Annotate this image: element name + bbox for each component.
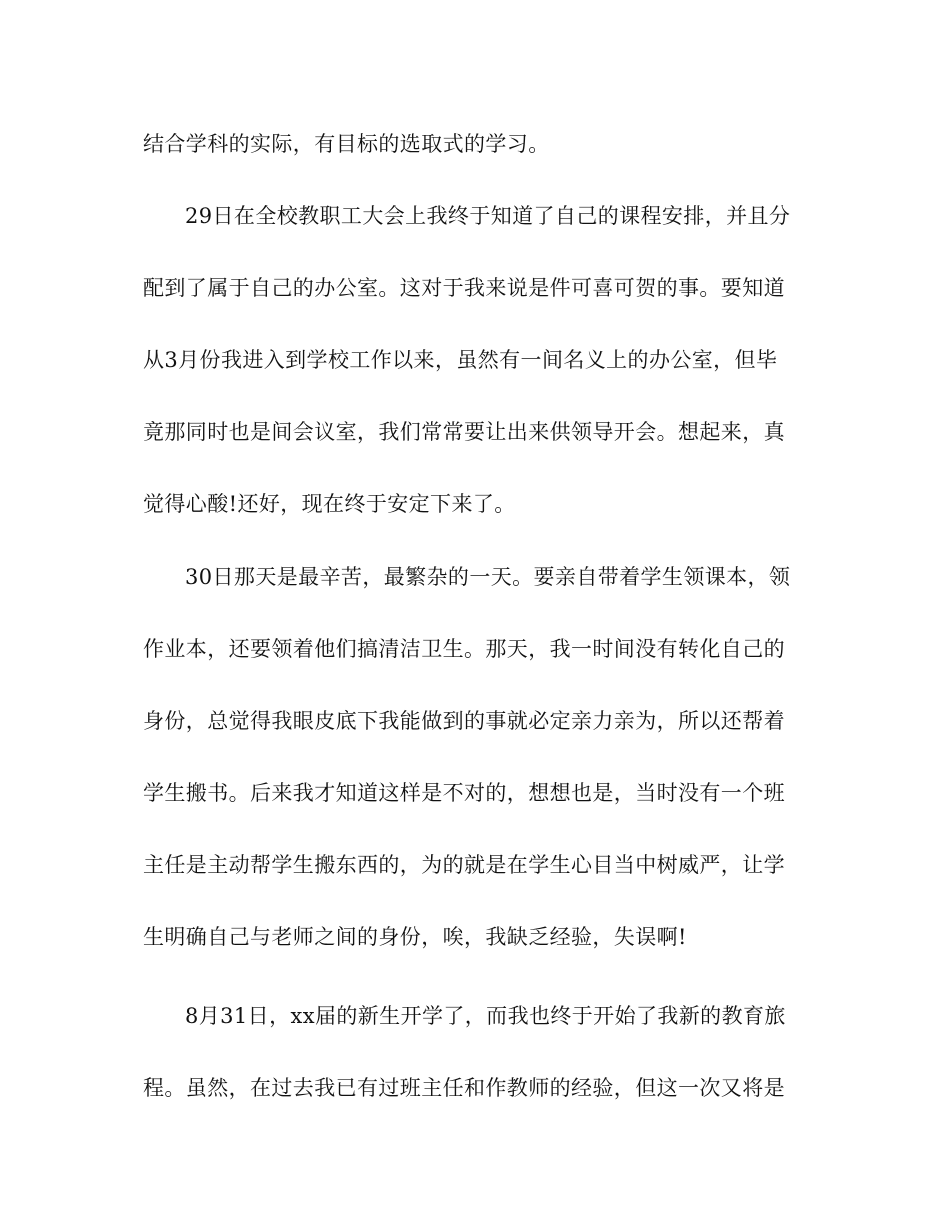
text-line: 结合学科的实际，有目标的选取式的学习。 [143, 132, 550, 156]
text-line: 生明确自己与老师之间的身份，唉，我缺乏经验，失误啊! [143, 925, 687, 949]
text-line: 身份，总觉得我眼皮底下我能做到的事就必定亲力亲为，所以还帮着 [143, 709, 785, 733]
text-line: 学生搬书。后来我才知道这样是不对的，想想也是，当时没有一个班 [143, 781, 785, 805]
text-line: 竟那同时也是间会议室，我们常常要让出来供领导开会。想起来，真 [143, 420, 785, 444]
text-line: 主任是主动帮学生搬东西的，为的就是在学生心目当中树威严，让学 [143, 853, 785, 877]
text-line: 配到了属于自己的办公室。这对于我来说是件可喜可贺的事。要知道 [143, 276, 785, 300]
text-line: 觉得心酸!还好，现在终于安定下来了。 [143, 492, 516, 516]
text-line: 29日在全校教职工大会上我终于知道了自己的课程安排，并且分 [185, 204, 791, 228]
text-line: 程。虽然，在过去我已有过班主任和作教师的经验，但这一次又将是 [143, 1076, 785, 1100]
text-line: 作业本，还要领着他们搞清洁卫生。那天，我一时间没有转化自己的 [143, 637, 785, 661]
text-line: 8月31日，xx届的新生开学了，而我也终于开始了我新的教育旅 [185, 1004, 786, 1028]
text-line: 从3月份我进入到学校工作以来，虽然有一间名义上的办公室，但毕 [143, 348, 778, 372]
text-line: 30日那天是最辛苦，最繁杂的一天。要亲自带着学生领课本，领 [185, 565, 791, 589]
